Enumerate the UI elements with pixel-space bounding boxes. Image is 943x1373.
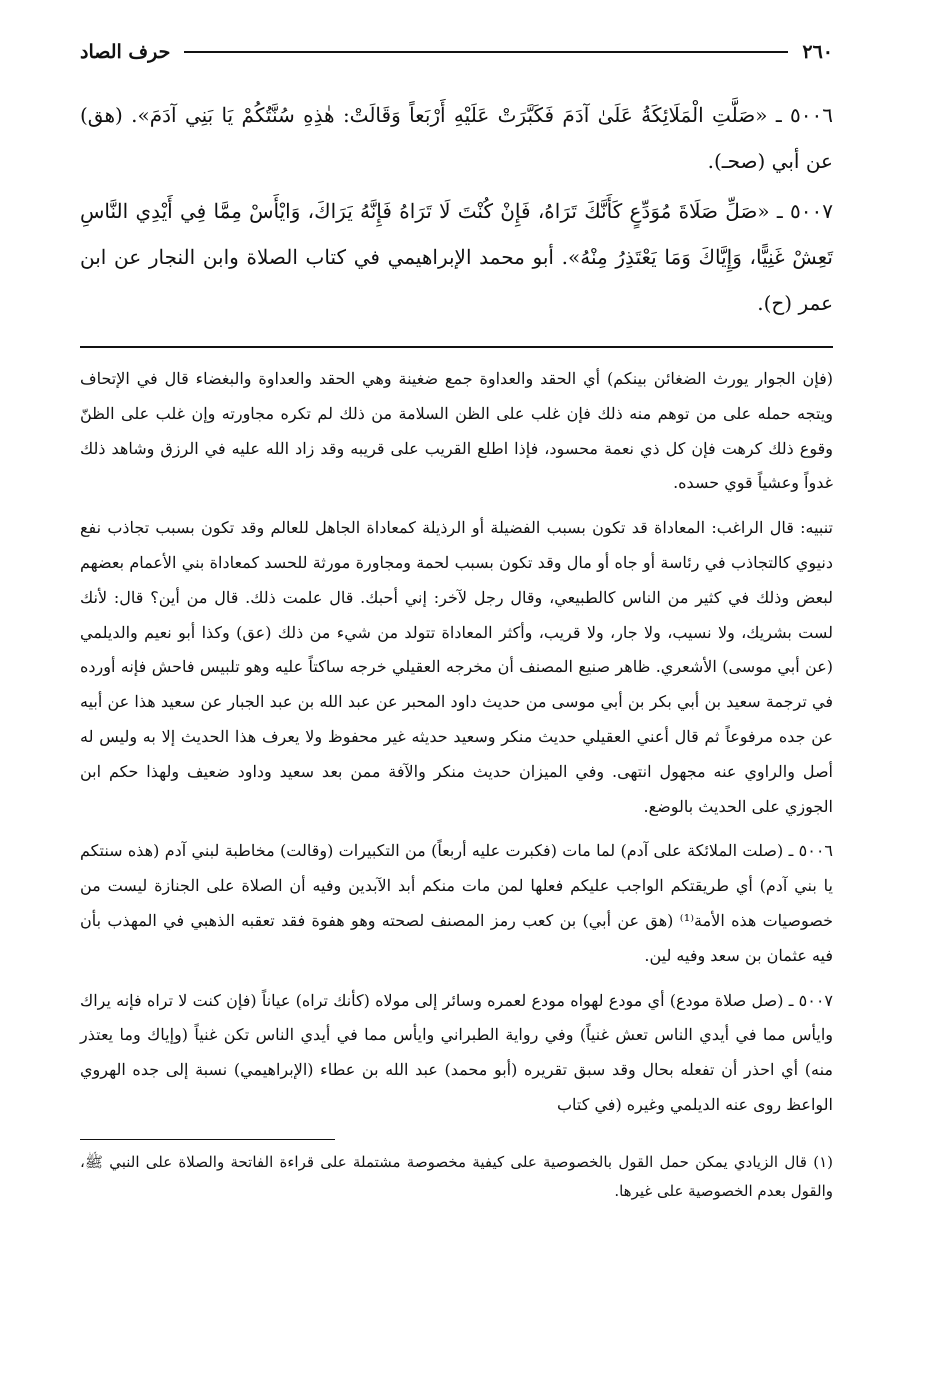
running-header bbox=[80, 32, 833, 72]
text-commentary-separator bbox=[80, 346, 833, 348]
commentary-paragraph: ٥٠٠٧ ـ (صل صلاة مودع) أي مودع لهواه مودع لعمره وسائر إلى مولاه (كأنك تراه) عياناً (فإن كنت لا تراه فإنه يراك وايأس مما في أيدي الناس تعش غنياً) وفي رواية الطبراني وايأس مما في أيدي الناس تكن غنياً (وإياك وما يعتذر منه) أي احذر أن تفعله بحال وقد سبق تقريره (أبو محمد) عبد الله بن عطاء (الإبراهيمي) نسبة إلى جده الهروي الواعظ روى عنه الديلمي وغيره (في كتاب bbox=[80, 990, 833, 1114]
footnote-separator bbox=[80, 1139, 335, 1140]
chapter-title: حرف الصاد bbox=[80, 41, 171, 63]
hadith-text bbox=[80, 92, 833, 326]
page-number: ٢٦٠ bbox=[802, 41, 833, 63]
commentary-paragraph: تنبيه: قال الراغب: المعاداة قد تكون بسبب الفضيلة أو الرذيلة كمعاداة الجاهل للعالم وقد تكون بسبب تجاذب نفع دنيوي كالتجاذب في رئاسة أو جاه أو مال وقد تكون بسبب لحمة ومجاورة مورثة للحسد كمعاداة بني الأعمام بعضهم لبعض وذلك في كثير من الناس كالطبيعي، وقال رجل لآخر: إني أحبك. قال علمت ذلك. قال من أين؟ قال: لأنك لست بشريك، ولا نسيب، ولا جار، ولا قريب، وأكثر المعاداة تتولد من شيء من ذلك (عق) وكذا أبو نعيم والديلمي (عن أبي موسى) الأشعري. ظاهر صنيع المصنف أن مخرجه العقيلي خرجه ساكتاً عليه وهو تلبيس فاحش فإنه أورده في ترجمة سعيد بن أبي بكر بن أبي موسى من حديث داود المحبر عن عبد الله بن عبد الجبار عن سعيد هذا عن أبيه عن جده مرفوعاً ثم قال أعني العقيلي حديث منكر وسعيد حديثه غير محفوظ ولا يعرف هذا الحديث إلا به وليس له أصل والراوي عنه مجهول انتهى. وفي الميزان حديث منكر والآفة ممن بعد سعيد وداود ضعيف ولهذا حكم ابن الجوزي على الحديث بالوضع. bbox=[80, 518, 834, 816]
footnote bbox=[80, 1148, 833, 1206]
commentary bbox=[80, 362, 833, 1123]
commentary-paragraph: (فإن الجوار يورث الضغائن بينكم) أي الحقد والعداوة جمع ضغينة وهي الحقد والعداوة والبغضاء قال في الإتحاف ويتجه حمله على من توهم منه ذلك فإن غلب على الظن السلامة من ذلك لم تكره مجاورته وإن غلب على الظنّ وقوع ذلك كرهت فإن كل ذي نعمة محسود، فإذا اطلع القريب على قريبه وقد زاد الله عليه في الرزق وشاهد ذلك غدواً وعشياً قوي حسده. bbox=[80, 369, 833, 493]
footnote-1: (١) قال الزيادي يمكن حمل القول بالخصوصية على كيفية مخصوصة مشتملة على قراءة الفاتحة والصلاة على النبي ﷺ، والقول بعدم الخصوصية على غيرها. bbox=[80, 1152, 833, 1200]
commentary-paragraph: ٥٠٠٦ ـ (صلت الملائكة على آدم) لما مات (فكبرت عليه أربعاً) من التكبيرات (وقالت) مخاطبة لبني آدم (هذه سنتكم يا بني آدم) أي طريقتكم الواجب عليكم فعلها لمن مات منكم أبد الآبدين وفيه أن الصلاة على الجنازة ليست من خصوصيات هذه الأمة⁽¹⁾ (هق عن أبي) بن كعب رمز المصنف لصحته وهو هفوة فقد تعقبه الذهبي في المهذب بأن فيه عثمان بن سعد وفيه لين. bbox=[80, 841, 834, 965]
hadith-5006: ٥٠٠٦ ـ «صَلَّتِ الْمَلَائِكَةُ عَلَىٰ آدَمَ فَكَبَّرَتْ عَلَيْهِ أَرْبَعاً وَقَالَتْ: هٰذِهِ سُنَّتُكُمْ يَا بَنِي آدَمَ». (هق) عن أبي (صحـ). bbox=[80, 103, 833, 173]
hadith-5007: ٥٠٠٧ ـ «صَلِّ صَلَاةَ مُوَدِّعٍ كَأَنَّكَ تَرَاهُ، فَإِنْ كُنْتَ لَا تَرَاهُ فَإِنَّهُ يَرَاكَ، وَايْأَسْ مِمَّا فِي أَيْدِي النَّاسِ تَعِشْ غَنِيًّا، وَإِيَّاكَ وَمَا يَعْتَذِرُ مِنْهُ». أبو محمد الإبراهيمي في كتاب الصلاة وابن النجار عن ابن عمر (ح). bbox=[80, 199, 834, 315]
header-rule bbox=[184, 51, 788, 53]
